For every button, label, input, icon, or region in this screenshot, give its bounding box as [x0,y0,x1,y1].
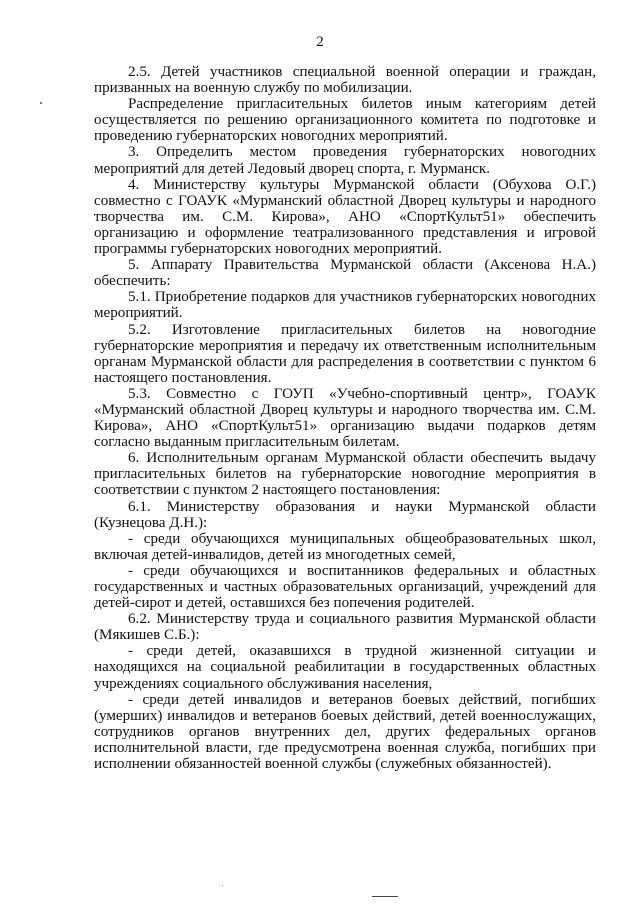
list-item-veterans-children: - среди детей инвалидов и ветеранов боевых действий, погибших (умерших) инвалидов и ветеранов боевых действий, детей военнослужащих, сотрудников органов внутренних дел, других федеральных органов исполнительной власти, где предусмотрена военная служба, погибших при исполнении обязанностей военной службы (служебных обязанностей). [94,691,596,773]
scan-mark [372,896,398,897]
paragraph-6: 6. Исполнительным органам Мурманской области обеспечить выдачу пригласительных билетов на губернаторские новогодние мероприятия в соответствии с пунктом 2 настоящего постановления: [94,450,596,499]
page-number: 2 [316,34,324,50]
paragraph-5-1: 5.1. Приобретение подарков для участников губернаторских новогодних мероприятий. [94,289,596,322]
scan-speck [40,102,42,104]
list-item-difficult-situation: - среди детей, оказавшихся в трудной жизненной ситуации и находящихся на социальной реабилитации в государственных областных учреждениях социального обслуживания населения, [94,643,596,692]
list-item-educational-organizations: - среди обучающихся и воспитанников федеральных и областных государственных и частных образовательных организаций, учреждений для детей-сирот и детей, оставшихся без попечения родителей. [94,562,596,612]
paragraph-3: 3. Определить местом проведения губернаторских новогодних мероприятий для детей Ледовый дворец спорта, г. Мурманск. [94,144,596,177]
paragraph-distribution: Распределение пригласительных билетов иным категориям детей осуществляется по решению организационного комитета по подготовке и проведению губернаторских новогодних мероприятий. [94,96,596,145]
paragraph-4: 4. Министерству культуры Мурманской области (Обухова О.Г.) совместно с ГОАУК «Мурманский областной Дворец культуры и народного творчества им. С.М. Кирова», АНО «СпортКульт51» обеспечить организацию и оформление театрализованного представления и игровой программы губернаторских новогодних мероприятий. [94,176,596,258]
paragraph-6-2: 6.2. Министерству труда и социального развития Мурманской области (Мякишев С.Б.): [94,611,596,644]
paragraph-5: 5. Аппарату Правительства Мурманской области (Аксенова Н.А.) обеспечить: [94,257,596,290]
document-body [94,64,596,772]
paragraph-6-1: 6.1. Министерству образования и науки Мурманской области (Кузнецова Д.Н.): [94,498,596,531]
scan-speck [222,885,223,886]
paragraph-5-2: 5.2. Изготовление пригласительных билетов на новогодние губернаторские мероприятия и передачу их ответственным исполнительным органам Мурманской области для распределения в соответствии с пунктом 6 настоящего постановления. [94,321,596,386]
paragraph-5-3: 5.3. Совместно с ГОУП «Учебно-спортивный центр», ГОАУК «Мурманский областной Дворец культуры и народного творчества им. С.М. Кирова», АНО «СпортКульт51» организацию выдачи подарков детям согласно выданным пригласительным билетам. [94,385,596,451]
list-item-schools: - среди обучающихся муниципальных общеобразовательных школ, включая детей-инвалидов, детей из многодетных семей, [94,530,596,563]
paragraph-2-5: 2.5. Детей участников специальной военной операции и граждан, призванных на военную службу по мобилизации. [94,64,596,97]
